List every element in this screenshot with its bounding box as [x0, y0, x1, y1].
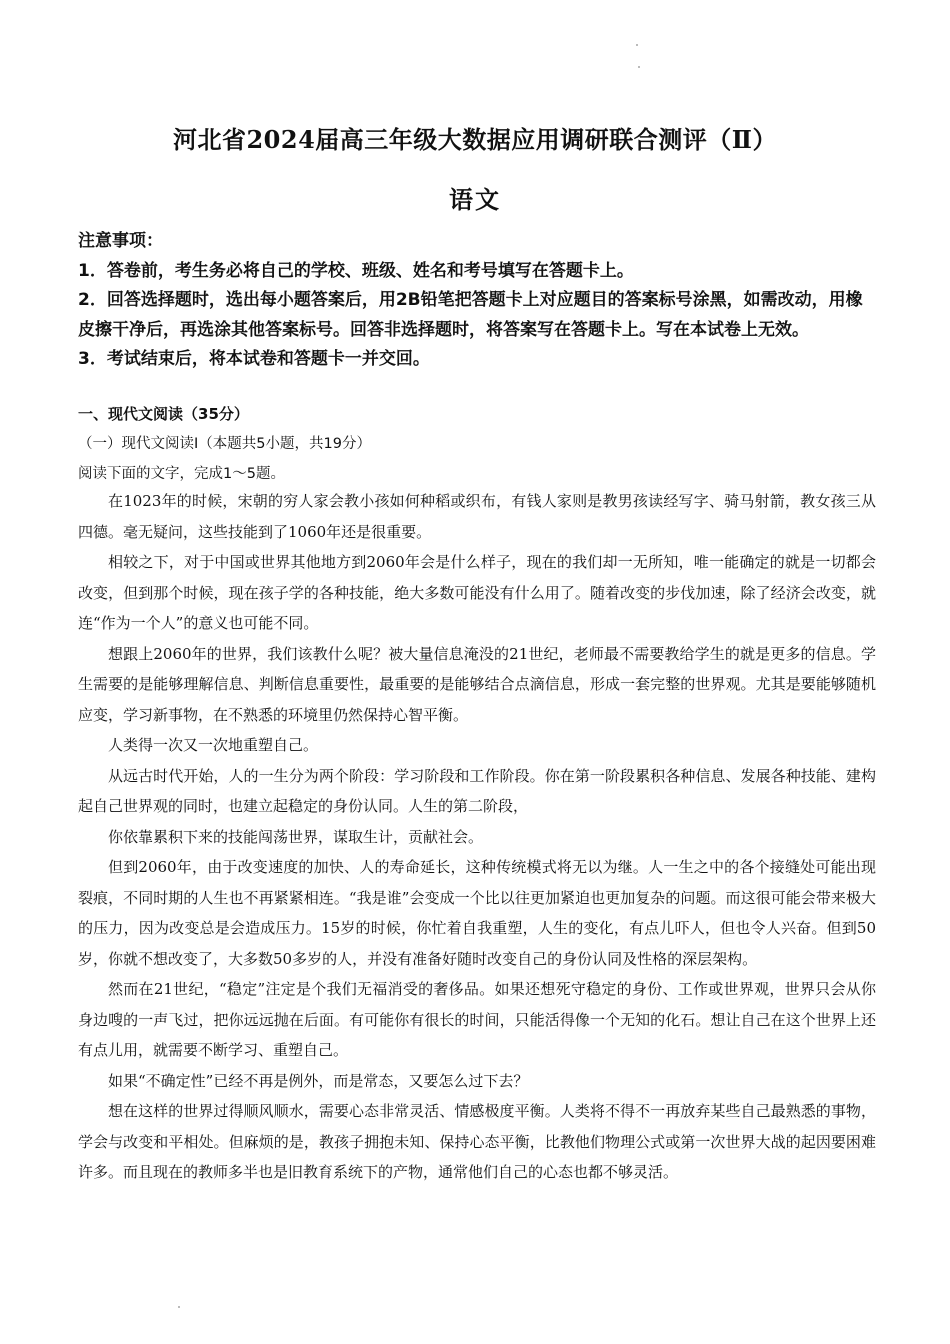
section-heading: 一、现代文阅读（35分）	[78, 405, 249, 423]
article-paragraph: 但到2060年，由于改变速度的加快、人的寿命延长，这种传统模式将无以为继。人一生之中的各个接缝处可能出现裂痕，不同时期的人生也不再紧紧相连。“我是谁”会变成一个比以往更加紧迫也更加复杂的问题。而这很可能会带来极大的压力，因为改变总是会造成压力。15岁的时候，你忙着自我重塑，人生的变化，有点儿吓人，但也令人兴奋。但到50岁，你就不想改变了，大多数50多岁的人，并没有准备好随时改变自己的身份认同及性格的深层架构。	[78, 858, 876, 968]
scan-speck	[638, 66, 640, 68]
scan-speck	[178, 1306, 180, 1308]
subject-title: 语文	[449, 185, 501, 214]
notice-item: 1．答卷前，考生务必将自己的学校、班级、姓名和考号填写在答题卡上。	[78, 260, 634, 281]
article-paragraph: 然而在21世纪，“稳定”注定是个我们无福消受的奢侈品。如果还想死守稳定的身份、工作或世界观，世界只会从你身边嗖的一声飞过，把你远远抛在后面。有可能你有很长的时间，只能活得像一个无知的化石。想让自己在这个世界上还有点儿用，就需要不断学习、重塑自己。	[78, 980, 876, 1059]
reading-instruction: 阅读下面的文字，完成1～5题。	[78, 466, 285, 482]
article-paragraph: 如果“不确定性”已经不再是例外，而是常态，又要怎么过下去？	[108, 1071, 529, 1090]
scan-speck	[636, 44, 638, 46]
article-paragraph: 在1023年的时候，宋朝的穷人家会教小孩如何种稻或织布，有钱人家则是教男孩读经写字、骑马射箭，教女孩三从四德。毫无疑问，这些技能到了1060年还是很重要。	[78, 492, 876, 541]
reading-article	[78, 486, 876, 1188]
article-paragraph: 想在这样的世界过得顺风顺水，需要心态非常灵活、情感极度平衡。人类将不得不一再放弃某些自己最熟悉的事物，学会与改变和平相处。但麻烦的是，教孩子拥抱未知、保持心态平衡，比教他们物理公式或第一次世界大战的起因要困难许多。而且现在的教师多半也是旧教育系统下的产物，通常他们自己的心态也都不够灵活。	[78, 1102, 876, 1181]
article-paragraph: 你依靠累积下来的技能闯荡世界，谋取生计，贡献社会。	[108, 827, 484, 846]
article-paragraph: 人类得一次又一次地重塑自己。	[108, 736, 319, 754]
exam-title: 河北省2024届高三年级大数据应用调研联合测评（Ⅱ）	[172, 125, 778, 154]
article-paragraph: 想跟上2060年的世界，我们该教什么呢？被大量信息淹没的21世纪，老师最不需要教给学生的就是更多的信息。学生需要的是能够理解信息、判断信息重要性，最重要的是能够结合点滴信息，形成一套完整的世界观。尤其是要能够随机应变，学习新事物，在不熟悉的环境里仍然保持心智平衡。	[78, 644, 876, 724]
notice-heading: 注意事项：	[78, 231, 163, 251]
section-subheading: （一）现代文阅读Ⅰ（本题共5小题，共19分）	[78, 436, 371, 452]
article-paragraph: 从远古时代开始，人的一生分为两个阶段：学习阶段和工作阶段。你在第一阶段累积各种信息、发展各种技能、建构起自己世界观的同时，也建立起稳定的身份认同。人生的第二阶段，	[78, 766, 876, 815]
article-paragraph: 相较之下，对于中国或世界其他地方到2060年会是什么样子，现在的我们却一无所知，唯一能确定的就是一切都会改变，但到那个时候，现在孩子学的各种技能，绝大多数可能没有什么用了。随着改变的步伐加速，除了经济会改变，就连“作为一个人”的意义也可能不同。	[78, 553, 876, 632]
notice-item: 3．考试结束后，将本试卷和答题卡一并交回。	[78, 349, 430, 369]
notice-item: 2．回答选择题时，选出每小题答案后，用2B铅笔把答题卡上对应题目的答案标号涂黑，如需改动，用橡皮擦干净后，再选涂其他答案标号。回答非选择题时，将答案写在答题卡上。写在本试卷上无效。	[78, 290, 863, 340]
notice-block	[78, 227, 878, 375]
